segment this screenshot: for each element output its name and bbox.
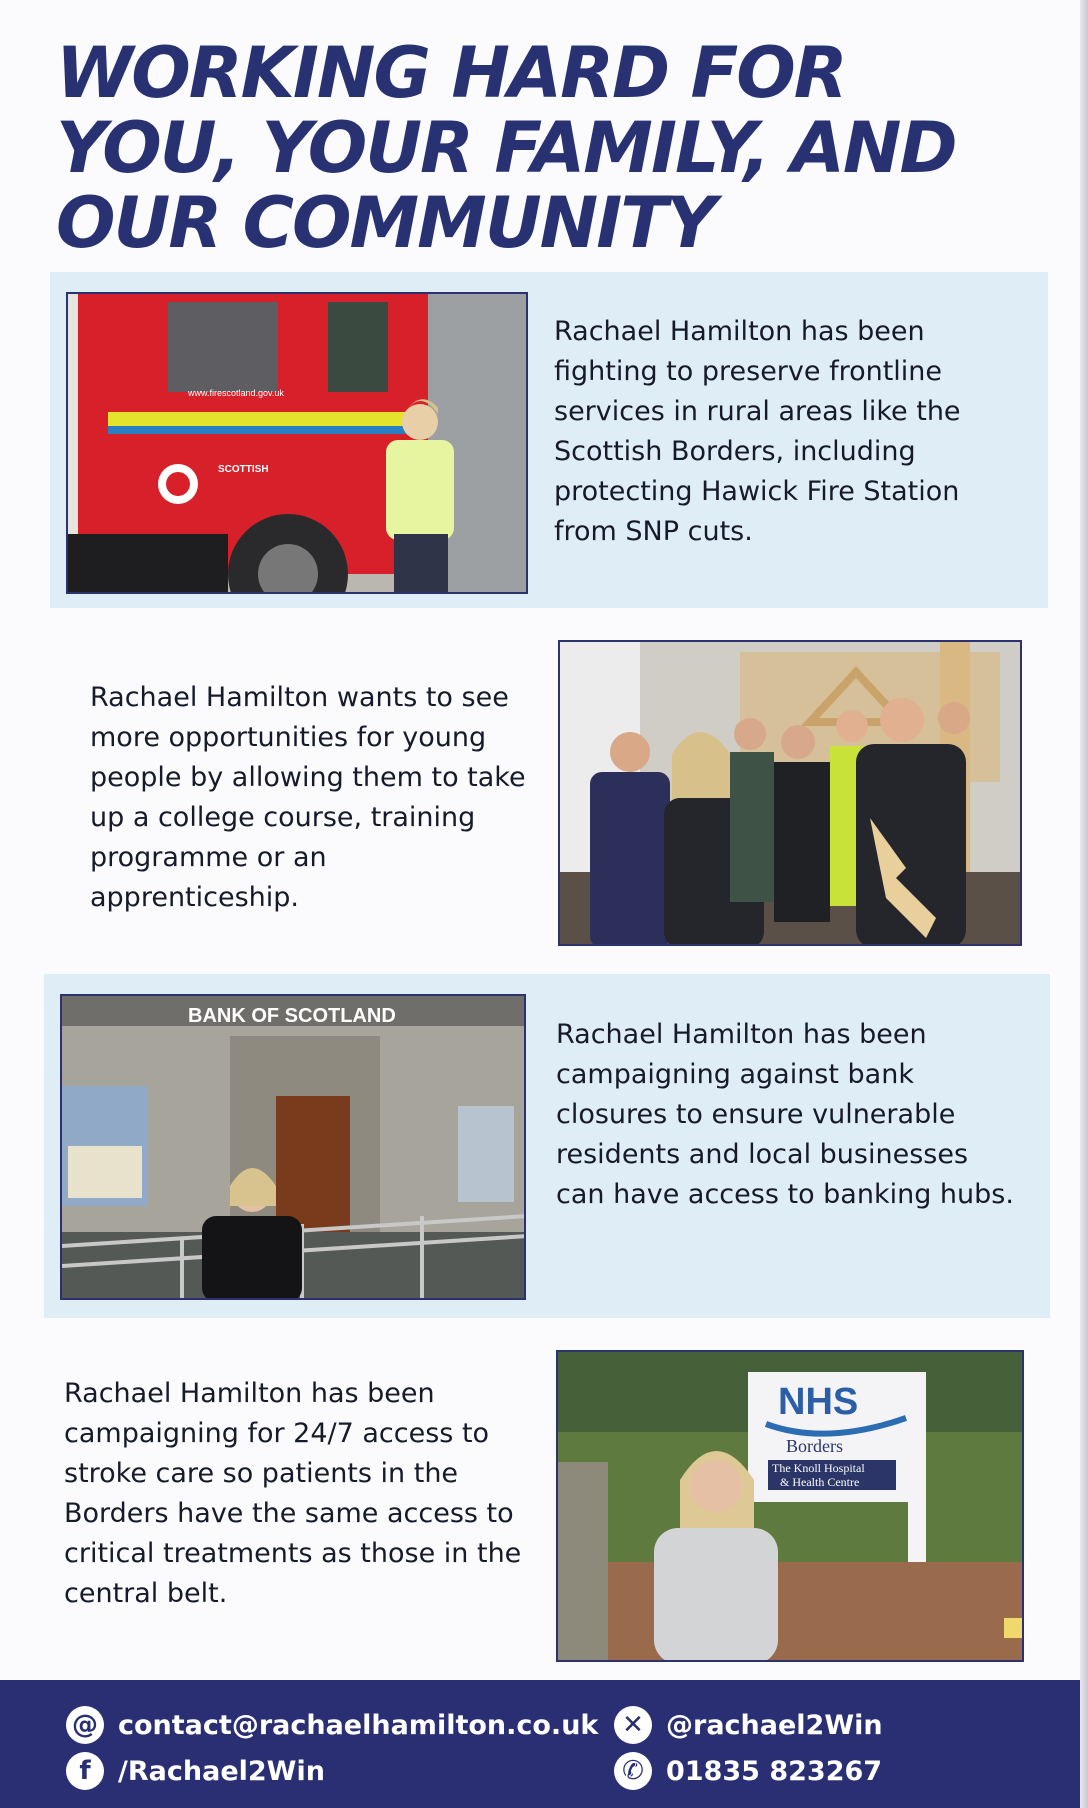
headline-line-3: OUR COMMUNITY <box>56 182 715 264</box>
nhs-hospital-text: The Knoll Hospital <box>772 1461 865 1475</box>
section-bank-text: Rachael Hamilton has been campaigning against bank closures to ensure vulnerable residents and local businesses can have access to banking hubs. <box>556 1019 1014 1210</box>
x-handle-text: @rachael2Win <box>666 1709 883 1741</box>
fire-engine-sign: SCOTTISH <box>218 464 269 475</box>
facebook-icon: f <box>66 1752 104 1790</box>
email-contact[interactable] <box>66 1706 598 1744</box>
at-icon: @ <box>66 1706 104 1744</box>
x-icon: ✕ <box>614 1706 652 1744</box>
page-edge <box>1080 0 1088 1808</box>
nhs-centre-text: & Health Centre <box>780 1475 860 1489</box>
fire-engine-url: www.firescotland.gov.uk <box>188 388 284 398</box>
bank-photo <box>60 994 526 1300</box>
facebook-contact[interactable] <box>66 1752 325 1790</box>
section-youth-text: Rachael Hamilton wants to see more opportunities for young people by allowing them to take up a college course, training programme or an apprenticeship. <box>90 682 526 913</box>
facebook-text: /Rachael2Win <box>118 1755 325 1787</box>
bank-illustration <box>62 996 526 1300</box>
headline-line-1: WORKING HARD FOR <box>56 32 846 114</box>
email-text: contact@rachaelhamilton.co.uk <box>118 1709 599 1741</box>
bank-sign: BANK OF SCOTLAND <box>188 1005 396 1027</box>
nhs-illustration <box>558 1352 1024 1662</box>
section-nhs-text: Rachael Hamilton has been campaigning for 24/7 access to stroke care so patients in the Borders have the same access to critical treatments as those in the central belt. <box>64 1378 522 1609</box>
nhs-logo-text: NHS <box>778 1381 859 1423</box>
nhs-photo <box>556 1350 1024 1662</box>
headline-line-2: YOU, YOUR FAMILY, AND <box>56 107 956 189</box>
phone-text: 01835 823267 <box>666 1755 883 1787</box>
college-photo <box>558 640 1022 946</box>
contact-footer <box>0 1680 1088 1808</box>
headline <box>56 32 1056 264</box>
nhs-borders-text: Borders <box>786 1436 843 1456</box>
section-fire-text: Rachael Hamilton has been fighting to preserve frontline services in rural areas like the Scottish Borders, including protecting Hawick Fire Station from SNP cuts. <box>554 316 961 547</box>
college-illustration <box>560 642 1022 946</box>
phone-contact[interactable] <box>614 1752 882 1790</box>
phone-icon: ✆ <box>614 1752 652 1790</box>
fire-engine-photo <box>66 292 528 594</box>
x-contact[interactable] <box>614 1706 883 1744</box>
fire-engine-illustration <box>68 294 528 594</box>
